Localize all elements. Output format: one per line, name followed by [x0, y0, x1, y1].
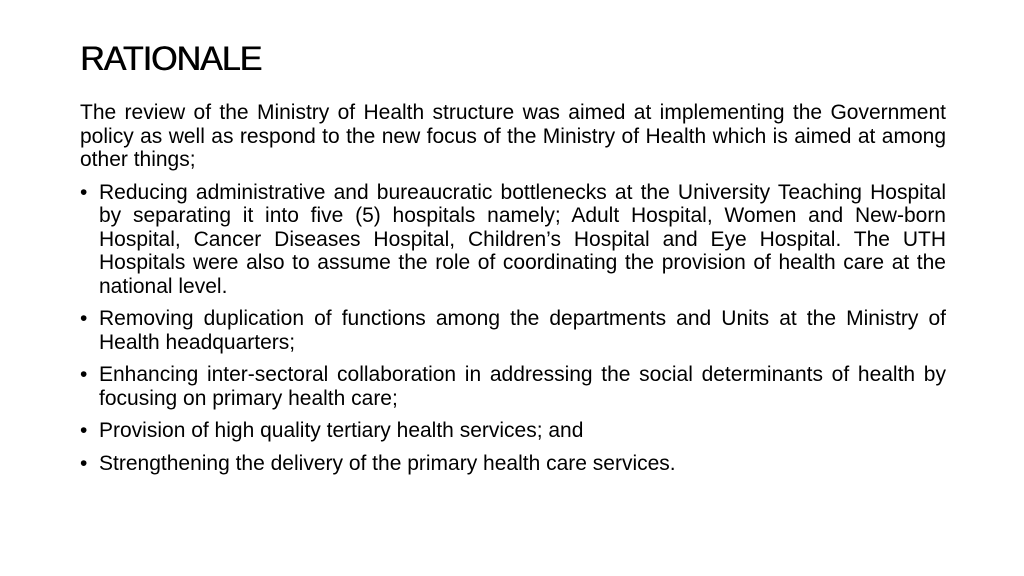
bullet-icon: •	[80, 180, 88, 204]
bullet-item	[80, 452, 946, 476]
bullet-item	[80, 307, 946, 354]
bullet-text: Strengthening the delivery of the primary health care services.	[99, 451, 676, 475]
bullet-icon: •	[80, 451, 88, 475]
bullet-icon: •	[80, 419, 88, 442]
bullet-list	[80, 181, 946, 476]
bullet-item	[80, 363, 946, 410]
intro-paragraph: The review of the Ministry of Health structure was aimed at implementing the Government policy as well as respond to the new focus of the Ministry of Health which is aimed at among other things;	[80, 101, 946, 171]
bullet-text: Reducing administrative and bureaucratic bottlenecks at the University Teaching Hospital by separating it into five (5) hospitals namely; Adult Hospital, Women and New-born Hospital, Cancer Diseases Hospital, Children’s Hospital and Eye Hospital. The UTH Hospitals were also to assume the role of coordinating the provision of health care at the national level.	[99, 180, 946, 298]
bullet-item	[80, 419, 946, 443]
slide-title: RATIONALE	[80, 40, 262, 78]
bullet-text: Enhancing inter-sectoral collaboration in addressing the social determinants of health by focusing on primary health care;	[99, 363, 946, 410]
bullet-item	[80, 181, 946, 299]
bullet-text: Removing duplication of functions among the departments and Units at the Ministry of Health headquarters;	[99, 307, 946, 354]
bullet-icon: •	[80, 363, 88, 386]
bullet-icon: •	[80, 307, 88, 330]
bullet-text: Provision of high quality tertiary health services; and	[99, 419, 584, 442]
slide-body	[80, 101, 946, 484]
